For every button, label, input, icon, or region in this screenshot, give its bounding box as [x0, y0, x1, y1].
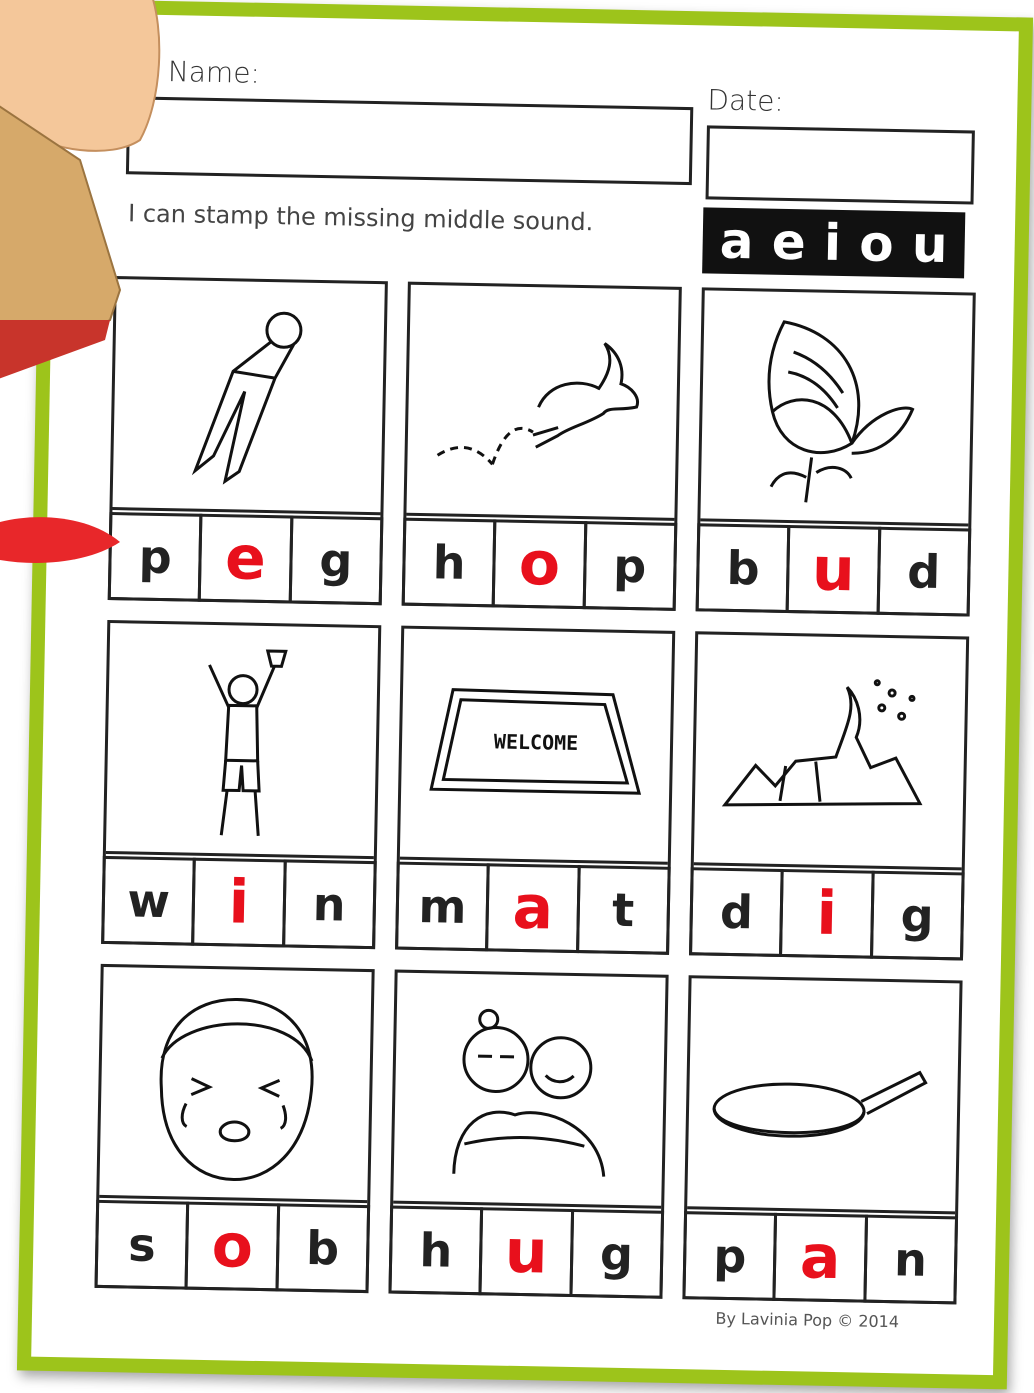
letter-boxes: [696, 523, 972, 616]
stamp-handle-icon: [0, 0, 180, 390]
bud-picture: [700, 290, 972, 526]
sob-picture: [99, 967, 371, 1203]
hopping-rabbit-icon: [406, 285, 678, 518]
letter-first: p: [108, 512, 203, 602]
frying-pan-icon: [687, 978, 959, 1211]
letter-middle-stamp[interactable]: a: [773, 1213, 868, 1303]
letter-middle-stamp[interactable]: u: [786, 525, 881, 615]
name-field[interactable]: [126, 96, 693, 185]
letter-last: g: [288, 515, 383, 605]
word-card-hop: [402, 282, 682, 611]
pan-picture: [687, 978, 959, 1214]
vowel-stamp-bar: [702, 207, 965, 278]
rabbit-picture: [406, 285, 678, 521]
welcome-mat-icon: [400, 629, 672, 862]
letter-boxes: [108, 512, 384, 605]
date-field[interactable]: [706, 125, 975, 204]
winner-picture: [106, 623, 378, 859]
dog-digging-icon: [694, 634, 966, 867]
letter-first: s: [95, 1200, 190, 1290]
letter-middle-stamp[interactable]: u: [479, 1207, 574, 1297]
letter-last: p: [582, 521, 677, 611]
letter-boxes: [682, 1211, 958, 1304]
letter-first: w: [101, 856, 196, 946]
word-card-mat: [395, 626, 675, 955]
letter-last: g: [870, 871, 965, 961]
letter-boxes: [402, 518, 678, 611]
letter-boxes: [395, 862, 671, 955]
name-label: Name:: [167, 55, 261, 90]
word-card-dig: [689, 631, 969, 960]
letter-middle-stamp[interactable]: o: [185, 1202, 280, 1292]
letter-first: p: [682, 1211, 777, 1301]
hug-picture: [393, 973, 665, 1209]
letter-last: g: [569, 1209, 664, 1299]
flower-bud-icon: [700, 290, 972, 523]
crying-face-icon: [99, 967, 371, 1200]
letter-first: b: [696, 523, 791, 613]
letter-first: d: [689, 867, 784, 957]
letter-last: d: [876, 527, 971, 617]
letter-first: h: [402, 518, 497, 608]
instruction-text: I can stamp the missing middle sound.: [127, 199, 594, 237]
word-card-pan: [682, 975, 962, 1304]
letter-last: n: [863, 1215, 958, 1305]
vowel-a: a: [719, 211, 755, 271]
letter-boxes: [689, 867, 965, 960]
two-girls-hugging-icon: [393, 973, 665, 1206]
vowel-o: o: [858, 214, 895, 273]
letter-middle-stamp[interactable]: a: [485, 863, 580, 953]
letter-last: t: [576, 865, 671, 955]
winner-with-trophy-icon: [106, 623, 378, 856]
letter-last: n: [282, 859, 377, 949]
letter-boxes: [101, 856, 377, 949]
letter-middle-stamp[interactable]: i: [779, 869, 874, 959]
word-card-hug: [388, 970, 668, 1299]
vowel-i: i: [823, 213, 842, 272]
dig-picture: [694, 634, 966, 870]
mat-picture: [400, 629, 672, 865]
date-label: Date:: [707, 83, 785, 118]
letter-boxes: [388, 1206, 664, 1299]
letter-middle-stamp[interactable]: o: [492, 519, 587, 609]
letter-first: h: [388, 1206, 483, 1296]
letter-middle-stamp[interactable]: i: [191, 858, 286, 948]
letter-middle-stamp[interactable]: e: [198, 514, 293, 604]
welcome-mat-text: WELCOME: [493, 729, 579, 756]
credit-text: By Lavinia Pop © 2014: [715, 1308, 900, 1332]
letter-boxes: [95, 1200, 371, 1293]
letter-last: b: [275, 1203, 370, 1293]
ink-smear-icon: [0, 512, 125, 572]
word-card-win: [101, 620, 381, 949]
word-card-bud: [696, 287, 976, 616]
vowel-u: u: [911, 215, 949, 275]
word-card-sob: [95, 964, 375, 1293]
letter-first: m: [395, 862, 490, 952]
vowel-e: e: [771, 212, 807, 272]
